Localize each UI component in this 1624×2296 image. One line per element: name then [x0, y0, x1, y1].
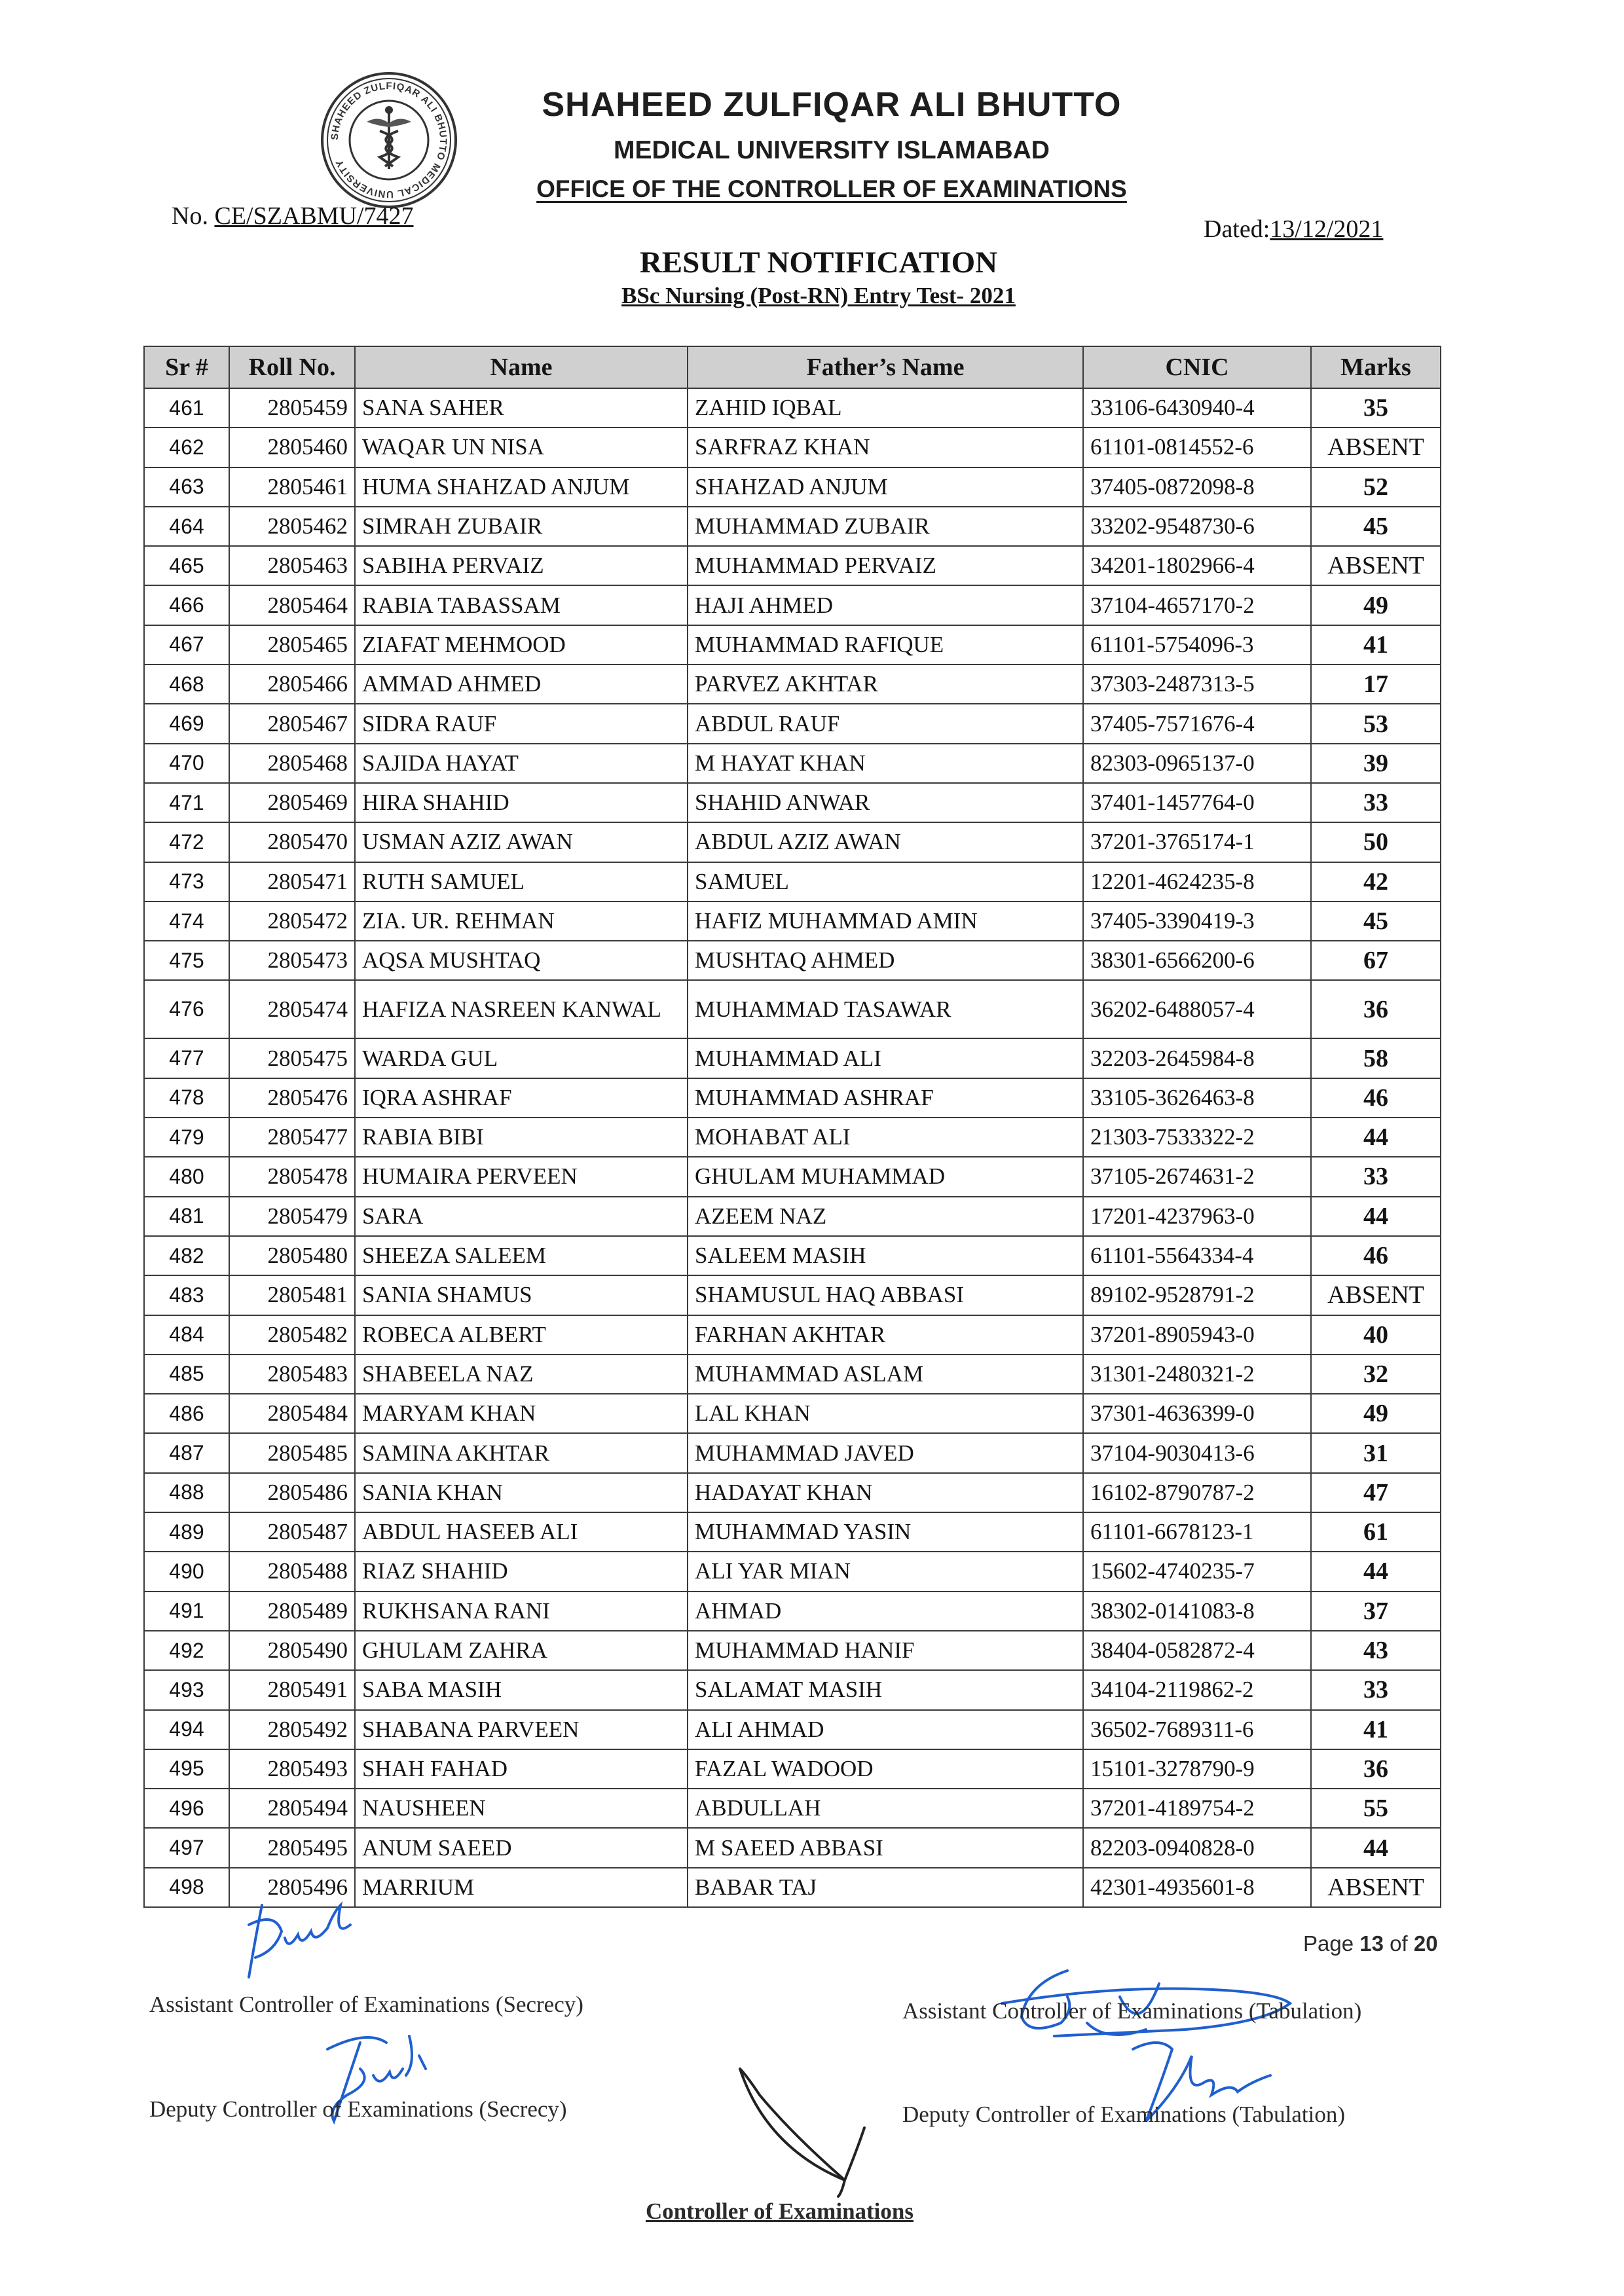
name-cell: ZIAFAT MEHMOOD	[355, 625, 688, 665]
sr-cell: 462	[144, 428, 229, 467]
marks-cell: 44	[1311, 1118, 1441, 1157]
name-cell: ABDUL HASEEB ALI	[355, 1512, 688, 1552]
cnic-cell: 82303-0965137-0	[1083, 744, 1311, 783]
cnic-cell: 31301-2480321-2	[1083, 1355, 1311, 1394]
fathers-name-cell: ABDULLAH	[688, 1789, 1083, 1828]
roll-no-cell: 2805480	[229, 1236, 355, 1275]
table-row	[144, 467, 1441, 507]
roll-no-cell: 2805467	[229, 704, 355, 743]
name-cell: WARDA GUL	[355, 1038, 688, 1078]
cnic-cell: 37104-4657170-2	[1083, 585, 1311, 625]
page-current: 13	[1359, 1931, 1384, 1956]
fathers-name-cell: MUHAMMAD RAFIQUE	[688, 625, 1083, 665]
fathers-name-cell: HAFIZ MUHAMMAD AMIN	[688, 902, 1083, 941]
fathers-name-cell: FARHAN AKHTAR	[688, 1315, 1083, 1355]
document-subtitle: BSc Nursing (Post-RN) Entry Test- 2021	[621, 283, 1016, 308]
marks-cell: 58	[1311, 1038, 1441, 1078]
fathers-name-cell: MUHAMMAD PERVAIZ	[688, 546, 1083, 585]
cnic-cell: 42301-4935601-8	[1083, 1868, 1311, 1907]
table-row	[144, 744, 1441, 783]
name-cell: SAJIDA HAYAT	[355, 744, 688, 783]
table-row	[144, 941, 1441, 980]
table-row	[144, 388, 1441, 428]
fathers-name-cell: AHMAD	[688, 1592, 1083, 1631]
fathers-name-cell: HADAYAT KHAN	[688, 1473, 1083, 1512]
fathers-name-cell: MUSHTAQ AHMED	[688, 941, 1083, 980]
table-row	[144, 704, 1441, 743]
marks-cell: 46	[1311, 1078, 1441, 1118]
name-cell: RABIA TABASSAM	[355, 585, 688, 625]
cnic-cell: 21303-7533322-2	[1083, 1118, 1311, 1157]
roll-no-cell: 2805475	[229, 1038, 355, 1078]
sr-cell: 493	[144, 1670, 229, 1709]
signatory-deputy-controller-tabulation: Deputy Controller of Examinations (Tabulation)	[902, 2102, 1346, 2127]
sr-cell: 463	[144, 467, 229, 507]
roll-no-cell: 2805481	[229, 1275, 355, 1315]
table-row	[144, 1789, 1441, 1828]
table-row	[144, 507, 1441, 546]
marks-cell: 67	[1311, 941, 1441, 980]
fathers-name-cell: SHAMUSUL HAQ ABBASI	[688, 1275, 1083, 1315]
roll-no-cell: 2805472	[229, 902, 355, 941]
marks-cell: 41	[1311, 1710, 1441, 1749]
table-row	[144, 1236, 1441, 1275]
fathers-name-cell: M HAYAT KHAN	[688, 744, 1083, 783]
roll-no-cell: 2805468	[229, 744, 355, 783]
marks-cell: ABSENT	[1311, 1868, 1441, 1907]
roll-no-cell: 2805463	[229, 546, 355, 585]
name-cell: SABA MASIH	[355, 1670, 688, 1709]
signature-asst-secrecy	[236, 1899, 380, 1990]
cnic-cell: 38404-0582872-4	[1083, 1631, 1311, 1670]
cnic-cell: 37104-9030413-6	[1083, 1433, 1311, 1472]
roll-no-cell: 2805484	[229, 1394, 355, 1433]
table-row	[144, 1670, 1441, 1709]
fathers-name-cell: SHAHZAD ANJUM	[688, 467, 1083, 507]
sr-cell: 478	[144, 1078, 229, 1118]
name-cell: HUMAIRA PERVEEN	[355, 1157, 688, 1196]
name-cell: SABIHA PERVAIZ	[355, 546, 688, 585]
column-header-cnic: CNIC	[1083, 346, 1311, 388]
table-row	[144, 1157, 1441, 1196]
marks-cell: 36	[1311, 1749, 1441, 1789]
name-cell: SANIA KHAN	[355, 1473, 688, 1512]
name-cell: MARYAM KHAN	[355, 1394, 688, 1433]
fathers-name-cell: SAMUEL	[688, 862, 1083, 902]
sr-cell: 489	[144, 1512, 229, 1552]
marks-cell: 45	[1311, 902, 1441, 941]
page-number	[1303, 1931, 1438, 1956]
reference-number	[172, 202, 414, 230]
table-row	[144, 862, 1441, 902]
sr-cell: 487	[144, 1433, 229, 1472]
marks-cell: 49	[1311, 1394, 1441, 1433]
cnic-cell: 16102-8790787-2	[1083, 1473, 1311, 1512]
cnic-cell: 37201-4189754-2	[1083, 1789, 1311, 1828]
sr-cell: 466	[144, 585, 229, 625]
cnic-cell: 36502-7689311-6	[1083, 1710, 1311, 1749]
fathers-name-cell: M SAEED ABBASI	[688, 1828, 1083, 1867]
page-of: of	[1390, 1931, 1408, 1956]
roll-no-cell: 2805459	[229, 388, 355, 428]
fathers-name-cell: ALI AHMAD	[688, 1710, 1083, 1749]
roll-no-cell: 2805465	[229, 625, 355, 665]
cnic-cell: 32203-2645984-8	[1083, 1038, 1311, 1078]
marks-cell: 36	[1311, 980, 1441, 1038]
marks-cell: 32	[1311, 1355, 1441, 1394]
marks-cell: 49	[1311, 585, 1441, 625]
fathers-name-cell: SARFRAZ KHAN	[688, 428, 1083, 467]
marks-cell: 61	[1311, 1512, 1441, 1552]
sr-cell: 486	[144, 1394, 229, 1433]
fathers-name-cell: ABDUL AZIZ AWAN	[688, 822, 1083, 862]
name-cell: AMMAD AHMED	[355, 665, 688, 704]
cnic-cell: 12201-4624235-8	[1083, 862, 1311, 902]
roll-no-cell: 2805476	[229, 1078, 355, 1118]
cnic-cell: 37405-3390419-3	[1083, 902, 1311, 941]
university-seal-logo	[320, 71, 458, 210]
marks-cell: 44	[1311, 1197, 1441, 1236]
cnic-cell: 33105-3626463-8	[1083, 1078, 1311, 1118]
cnic-cell: 61101-0814552-6	[1083, 428, 1311, 467]
roll-no-cell: 2805488	[229, 1552, 355, 1591]
name-cell: SHABEELA NAZ	[355, 1355, 688, 1394]
fathers-name-cell: AZEEM NAZ	[688, 1197, 1083, 1236]
name-cell: MARRIUM	[355, 1868, 688, 1907]
cnic-cell: 61101-5564334-4	[1083, 1236, 1311, 1275]
sr-cell: 474	[144, 902, 229, 941]
name-cell: SIDRA RAUF	[355, 704, 688, 743]
marks-cell: 33	[1311, 783, 1441, 822]
signatory-controller-of-examinations: Controller of Examinations	[646, 2198, 913, 2224]
name-cell: NAUSHEEN	[355, 1789, 688, 1828]
results-table	[143, 346, 1441, 1908]
roll-no-cell: 2805466	[229, 665, 355, 704]
sr-cell: 490	[144, 1552, 229, 1591]
fathers-name-cell: ABDUL RAUF	[688, 704, 1083, 743]
table-row	[144, 1473, 1441, 1512]
name-cell: ANUM SAEED	[355, 1828, 688, 1867]
cnic-cell: 37201-8905943-0	[1083, 1315, 1311, 1355]
name-cell: USMAN AZIZ AWAN	[355, 822, 688, 862]
name-cell: RIAZ SHAHID	[355, 1552, 688, 1591]
page-total: 20	[1413, 1931, 1438, 1956]
roll-no-cell: 2805460	[229, 428, 355, 467]
cnic-cell: 37201-3765174-1	[1083, 822, 1311, 862]
table-row	[144, 980, 1441, 1038]
roll-no-cell: 2805479	[229, 1197, 355, 1236]
name-cell: HUMA SHAHZAD ANJUM	[355, 467, 688, 507]
fathers-name-cell: MOHABAT ALI	[688, 1118, 1083, 1157]
table-row	[144, 1710, 1441, 1749]
marks-cell: 55	[1311, 1789, 1441, 1828]
fathers-name-cell: MUHAMMAD JAVED	[688, 1433, 1083, 1472]
fathers-name-cell: MUHAMMAD HANIF	[688, 1631, 1083, 1670]
name-cell: ZIA. UR. REHMAN	[355, 902, 688, 941]
fathers-name-cell: MUHAMMAD YASIN	[688, 1512, 1083, 1552]
sr-cell: 480	[144, 1157, 229, 1196]
roll-no-cell: 2805486	[229, 1473, 355, 1512]
cnic-cell: 61101-5754096-3	[1083, 625, 1311, 665]
name-cell: WAQAR UN NISA	[355, 428, 688, 467]
marks-cell: 37	[1311, 1592, 1441, 1631]
name-cell: HAFIZA NASREEN KANWAL	[355, 980, 688, 1038]
column-header-roll-no: Roll No.	[229, 346, 355, 388]
cnic-cell: 15101-3278790-9	[1083, 1749, 1311, 1789]
fathers-name-cell: MUHAMMAD ASLAM	[688, 1355, 1083, 1394]
table-row	[144, 902, 1441, 941]
sr-cell: 469	[144, 704, 229, 743]
fathers-name-cell: MUHAMMAD ASHRAF	[688, 1078, 1083, 1118]
marks-cell: 46	[1311, 1236, 1441, 1275]
roll-no-cell: 2805493	[229, 1749, 355, 1789]
sr-cell: 495	[144, 1749, 229, 1789]
marks-cell: 17	[1311, 665, 1441, 704]
table-row	[144, 1118, 1441, 1157]
name-cell: SARA	[355, 1197, 688, 1236]
fathers-name-cell: SALAMAT MASIH	[688, 1670, 1083, 1709]
table-row	[144, 1355, 1441, 1394]
name-cell: RUKHSANA RANI	[355, 1592, 688, 1631]
reference-label: No.	[172, 202, 208, 230]
table-row	[144, 1631, 1441, 1670]
roll-no-cell: 2805482	[229, 1315, 355, 1355]
cnic-cell: 17201-4237963-0	[1083, 1197, 1311, 1236]
cnic-cell: 38301-6566200-6	[1083, 941, 1311, 980]
name-cell: IQRA ASHRAF	[355, 1078, 688, 1118]
fathers-name-cell: MUHAMMAD ZUBAIR	[688, 507, 1083, 546]
table-row	[144, 1512, 1441, 1552]
fathers-name-cell: LAL KHAN	[688, 1394, 1083, 1433]
cnic-cell: 61101-6678123-1	[1083, 1512, 1311, 1552]
roll-no-cell: 2805477	[229, 1118, 355, 1157]
table-row	[144, 1749, 1441, 1789]
fathers-name-cell: PARVEZ AKHTAR	[688, 665, 1083, 704]
name-cell: SANA SAHER	[355, 388, 688, 428]
sr-cell: 470	[144, 744, 229, 783]
roll-no-cell: 2805464	[229, 585, 355, 625]
marks-cell: 39	[1311, 744, 1441, 783]
name-cell: SIMRAH ZUBAIR	[355, 507, 688, 546]
university-name-line2: MEDICAL UNIVERSITY ISLAMABAD	[614, 136, 1050, 164]
sr-cell: 494	[144, 1710, 229, 1749]
column-header-name: Name	[355, 346, 688, 388]
fathers-name-cell: GHULAM MUHAMMAD	[688, 1157, 1083, 1196]
marks-cell: 43	[1311, 1631, 1441, 1670]
roll-no-cell: 2805494	[229, 1789, 355, 1828]
table-row	[144, 1038, 1441, 1078]
marks-cell: 31	[1311, 1433, 1441, 1472]
date-value: 13/12/2021	[1270, 215, 1384, 243]
sr-cell: 467	[144, 625, 229, 665]
sr-cell: 483	[144, 1275, 229, 1315]
roll-no-cell: 2805461	[229, 467, 355, 507]
name-cell: SANIA SHAMUS	[355, 1275, 688, 1315]
marks-cell: 50	[1311, 822, 1441, 862]
roll-no-cell: 2805492	[229, 1710, 355, 1749]
sr-cell: 468	[144, 665, 229, 704]
roll-no-cell: 2805470	[229, 822, 355, 862]
signatory-deputy-controller-secrecy: Deputy Controller of Examinations (Secrecy)	[149, 2096, 567, 2122]
sr-cell: 477	[144, 1038, 229, 1078]
fathers-name-cell: MUHAMMAD TASAWAR	[688, 980, 1083, 1038]
cnic-cell: 34201-1802966-4	[1083, 546, 1311, 585]
sr-cell: 497	[144, 1828, 229, 1867]
roll-no-cell: 2805474	[229, 980, 355, 1038]
fathers-name-cell: SHAHID ANWAR	[688, 783, 1083, 822]
cnic-cell: 37405-7571676-4	[1083, 704, 1311, 743]
roll-no-cell: 2805487	[229, 1512, 355, 1552]
cnic-cell: 37405-0872098-8	[1083, 467, 1311, 507]
column-header-fathers-name: Father’s Name	[688, 346, 1083, 388]
name-cell: RABIA BIBI	[355, 1118, 688, 1157]
marks-cell: 45	[1311, 507, 1441, 546]
fathers-name-cell: ZAHID IQBAL	[688, 388, 1083, 428]
table-row	[144, 665, 1441, 704]
marks-cell: 41	[1311, 625, 1441, 665]
marks-cell: 44	[1311, 1828, 1441, 1867]
fathers-name-cell: FAZAL WADOOD	[688, 1749, 1083, 1789]
sr-cell: 476	[144, 980, 229, 1038]
page-label: Page	[1303, 1931, 1354, 1956]
cnic-cell: 89102-9528791-2	[1083, 1275, 1311, 1315]
signatory-asst-controller-secrecy: Assistant Controller of Examinations (Secrecy)	[149, 1992, 583, 2017]
table-row	[144, 1828, 1441, 1867]
office-name: OFFICE OF THE CONTROLLER OF EXAMINATIONS	[536, 175, 1127, 202]
name-cell: AQSA MUSHTAQ	[355, 941, 688, 980]
cnic-cell: 33202-9548730-6	[1083, 507, 1311, 546]
name-cell: SHAH FAHAD	[355, 1749, 688, 1789]
fathers-name-cell: MUHAMMAD ALI	[688, 1038, 1083, 1078]
document-title: RESULT NOTIFICATION	[639, 246, 998, 280]
sr-cell: 491	[144, 1592, 229, 1631]
marks-cell: ABSENT	[1311, 428, 1441, 467]
sr-cell: 484	[144, 1315, 229, 1355]
sr-cell: 471	[144, 783, 229, 822]
sr-cell: 475	[144, 941, 229, 980]
table-row	[144, 1315, 1441, 1355]
roll-no-cell: 2805485	[229, 1433, 355, 1472]
sr-cell: 465	[144, 546, 229, 585]
sr-cell: 496	[144, 1789, 229, 1828]
date-label: Dated:	[1204, 215, 1270, 243]
table-row	[144, 428, 1441, 467]
table-row	[144, 1275, 1441, 1315]
reference-value: CE/SZABMU/7427	[214, 202, 414, 230]
cnic-cell: 37303-2487313-5	[1083, 665, 1311, 704]
svg-text:SHAHEED ZULFIQAR ALI BHUTTO ME: SHAHEED ZULFIQAR ALI BHUTTO MEDICAL UNIVERSITY	[329, 80, 449, 200]
table-row	[144, 625, 1441, 665]
marks-cell: 33	[1311, 1670, 1441, 1709]
column-header-sr: Sr #	[144, 346, 229, 388]
sr-cell: 481	[144, 1197, 229, 1236]
marks-cell: 40	[1311, 1315, 1441, 1355]
issue-date	[1204, 215, 1383, 244]
marks-cell: 47	[1311, 1473, 1441, 1512]
sr-cell: 482	[144, 1236, 229, 1275]
sr-cell: 464	[144, 507, 229, 546]
sr-cell: 488	[144, 1473, 229, 1512]
name-cell: SHEEZA SALEEM	[355, 1236, 688, 1275]
cnic-cell: 37301-4636399-0	[1083, 1394, 1311, 1433]
sr-cell: 479	[144, 1118, 229, 1157]
table-row	[144, 1394, 1441, 1433]
cnic-cell: 82203-0940828-0	[1083, 1828, 1311, 1867]
cnic-cell: 34104-2119862-2	[1083, 1670, 1311, 1709]
university-name-line1: SHAHEED ZULFIQAR ALI BHUTTO	[542, 86, 1122, 124]
marks-cell: 44	[1311, 1552, 1441, 1591]
fathers-name-cell: BABAR TAJ	[688, 1868, 1083, 1907]
cnic-cell: 38302-0141083-8	[1083, 1592, 1311, 1631]
sr-cell: 492	[144, 1631, 229, 1670]
table-row	[144, 585, 1441, 625]
roll-no-cell: 2805483	[229, 1355, 355, 1394]
table-row	[144, 546, 1441, 585]
fathers-name-cell: HAJI AHMED	[688, 585, 1083, 625]
name-cell: RUTH SAMUEL	[355, 862, 688, 902]
roll-no-cell: 2805490	[229, 1631, 355, 1670]
cnic-cell: 37401-1457764-0	[1083, 783, 1311, 822]
marks-cell: ABSENT	[1311, 1275, 1441, 1315]
sr-cell: 461	[144, 388, 229, 428]
table-row	[144, 1592, 1441, 1631]
sr-cell: 472	[144, 822, 229, 862]
table-row	[144, 1078, 1441, 1118]
signature-controller	[727, 2056, 904, 2200]
name-cell: ROBECA ALBERT	[355, 1315, 688, 1355]
table-row	[144, 1552, 1441, 1591]
roll-no-cell: 2805462	[229, 507, 355, 546]
roll-no-cell: 2805478	[229, 1157, 355, 1196]
name-cell: SAMINA AKHTAR	[355, 1433, 688, 1472]
cnic-cell: 36202-6488057-4	[1083, 980, 1311, 1038]
column-header-marks: Marks	[1311, 346, 1441, 388]
roll-no-cell: 2805489	[229, 1592, 355, 1631]
name-cell: HIRA SHAHID	[355, 783, 688, 822]
sr-cell: 485	[144, 1355, 229, 1394]
table-row	[144, 1197, 1441, 1236]
roll-no-cell: 2805495	[229, 1828, 355, 1867]
roll-no-cell: 2805469	[229, 783, 355, 822]
table-row	[144, 783, 1441, 822]
cnic-cell: 33106-6430940-4	[1083, 388, 1311, 428]
cnic-cell: 15602-4740235-7	[1083, 1552, 1311, 1591]
table-header-row	[144, 346, 1441, 388]
marks-cell: 42	[1311, 862, 1441, 902]
fathers-name-cell: ALI YAR MIAN	[688, 1552, 1083, 1591]
roll-no-cell: 2805496	[229, 1868, 355, 1907]
table-row	[144, 1433, 1441, 1472]
table-row	[144, 822, 1441, 862]
roll-no-cell: 2805471	[229, 862, 355, 902]
fathers-name-cell: SALEEM MASIH	[688, 1236, 1083, 1275]
cnic-cell: 37105-2674631-2	[1083, 1157, 1311, 1196]
signatory-asst-controller-tabulation: Assistant Controller of Examinations (Tabulation)	[902, 1998, 1362, 2024]
marks-cell: 53	[1311, 704, 1441, 743]
sr-cell: 473	[144, 862, 229, 902]
marks-cell: ABSENT	[1311, 546, 1441, 585]
sr-cell: 498	[144, 1868, 229, 1907]
marks-cell: 35	[1311, 388, 1441, 428]
name-cell: GHULAM ZAHRA	[355, 1631, 688, 1670]
roll-no-cell: 2805491	[229, 1670, 355, 1709]
name-cell: SHABANA PARVEEN	[355, 1710, 688, 1749]
marks-cell: 33	[1311, 1157, 1441, 1196]
roll-no-cell: 2805473	[229, 941, 355, 980]
marks-cell: 52	[1311, 467, 1441, 507]
